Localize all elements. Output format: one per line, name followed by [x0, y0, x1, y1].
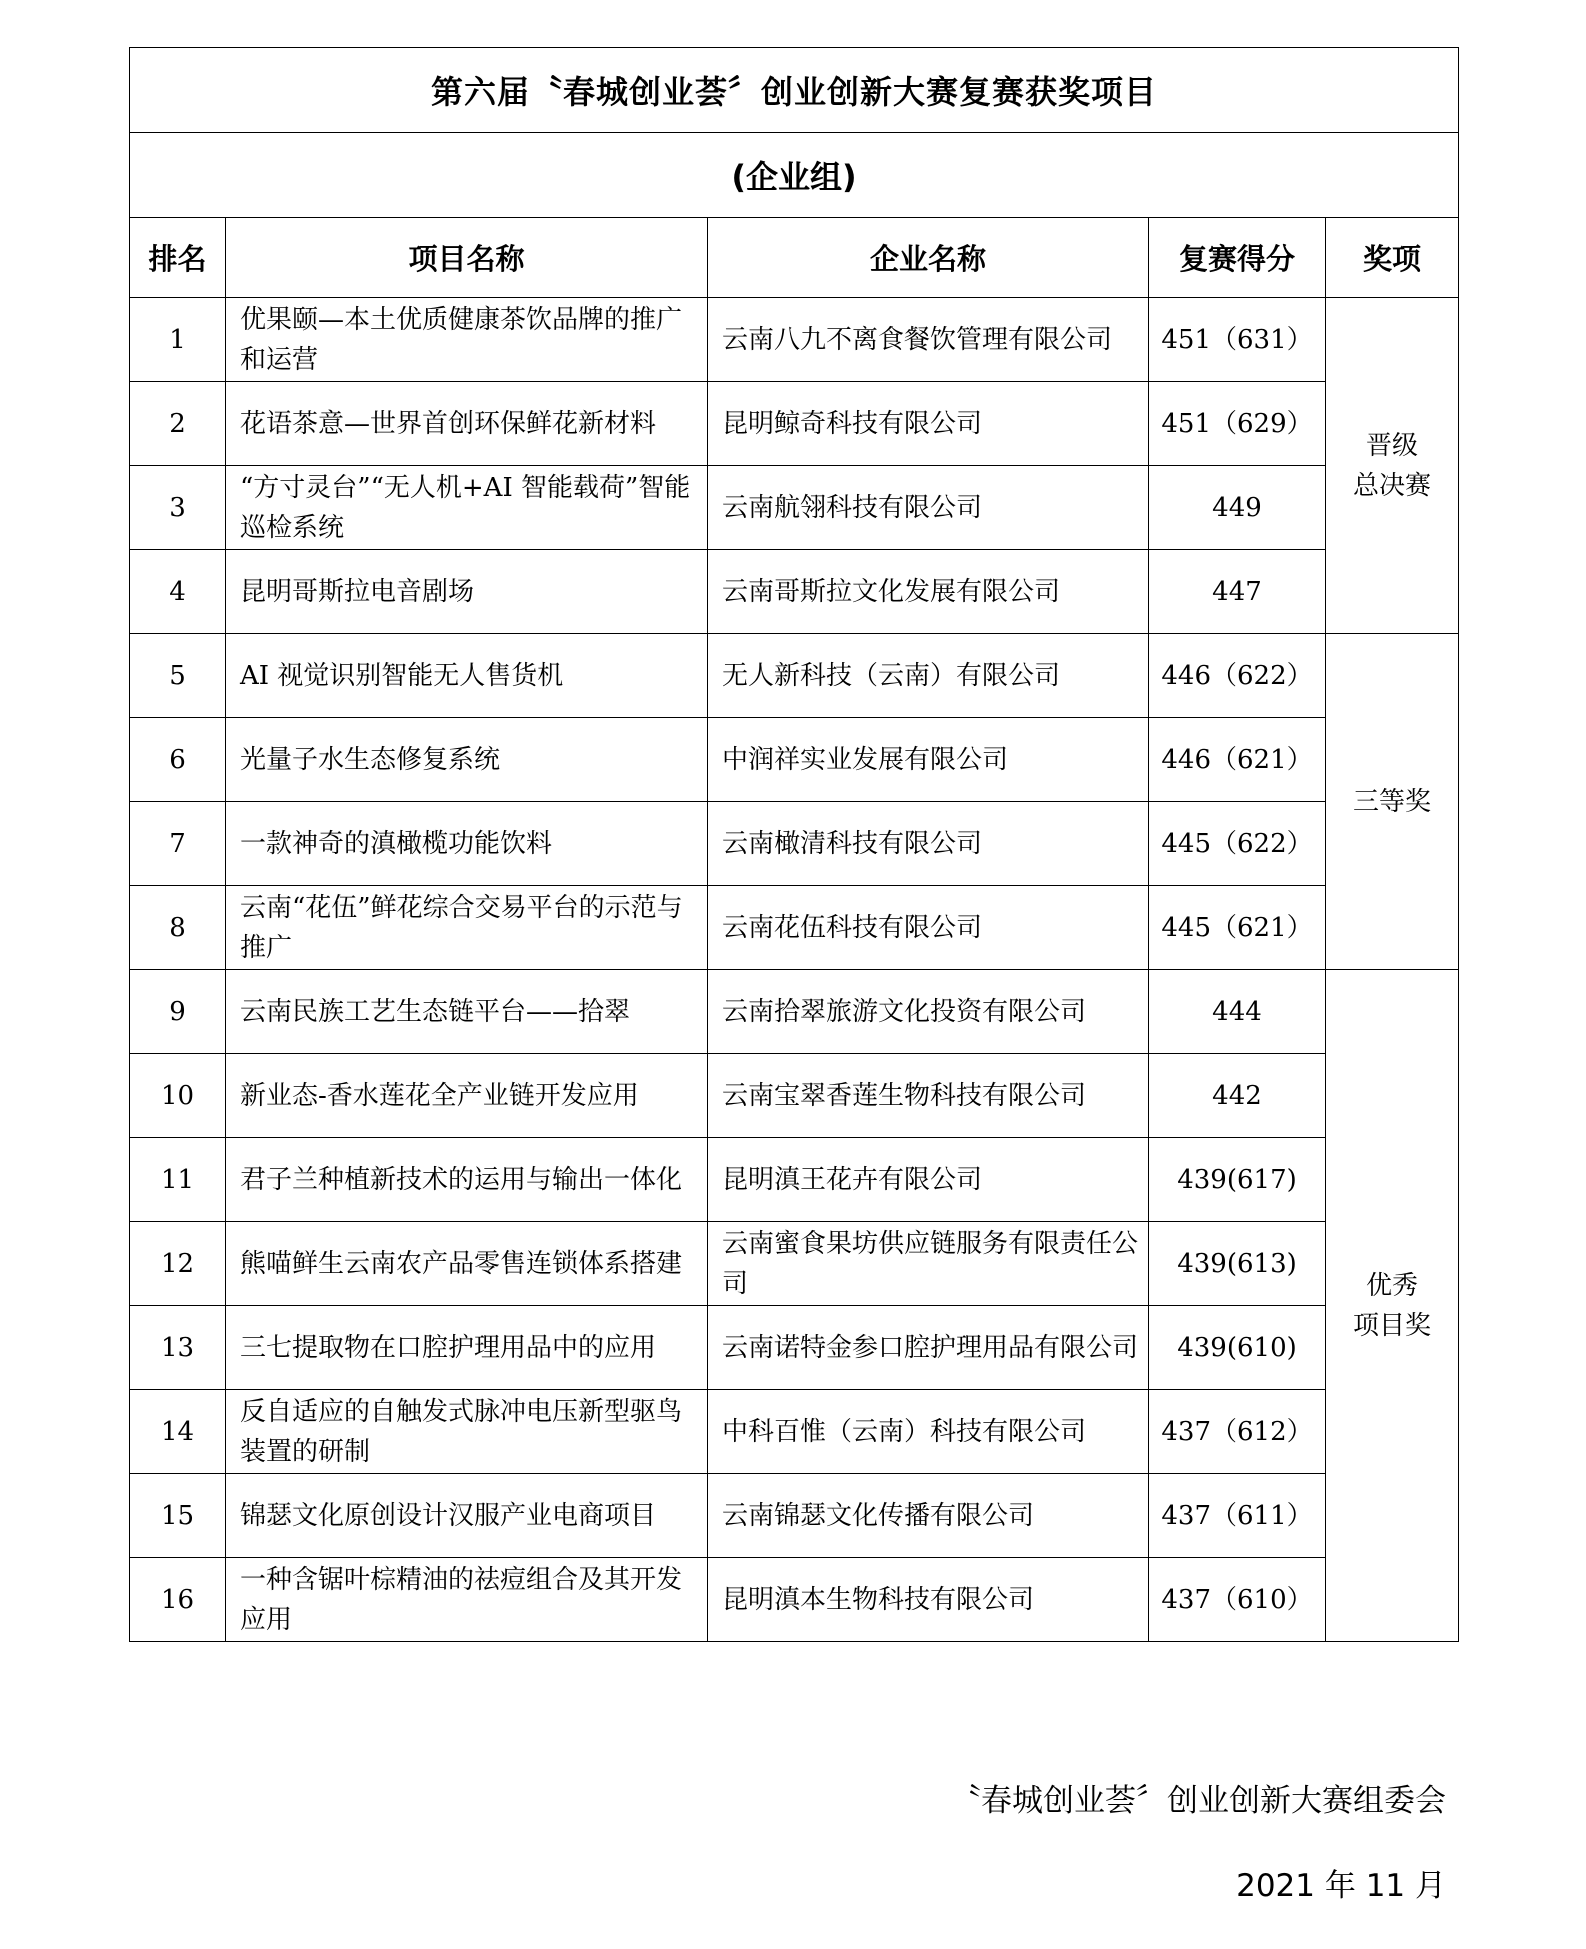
rank-cell: 3 [130, 466, 226, 550]
rank-cell: 16 [130, 1558, 226, 1642]
rank-cell: 6 [130, 718, 226, 802]
group-label: (企业组) [130, 133, 1459, 218]
document-title: 第六届〝春城创业荟〞创业创新大赛复赛获奖项目 [130, 48, 1459, 133]
project-cell: 新业态-香水莲花全产业链开发应用 [226, 1054, 708, 1138]
score-cell: 439(610) [1149, 1306, 1326, 1390]
rank-cell: 9 [130, 970, 226, 1054]
header-rank: 排名 [130, 218, 226, 298]
company-cell: 云南诺特金参口腔护理用品有限公司 [708, 1306, 1149, 1390]
award-excellent [1326, 970, 1459, 1642]
score-cell: 446（621） [1149, 718, 1326, 802]
score-cell: 445（622） [1149, 802, 1326, 886]
company-cell: 云南航翎科技有限公司 [708, 466, 1149, 550]
award-finals-line1: 晋级 [1366, 430, 1419, 461]
project-cell: AI 视觉识别智能无人售货机 [226, 634, 708, 718]
project-cell: 优果颐—本土优质健康茶饮品牌的推广和运营 [226, 298, 708, 382]
project-cell: 君子兰种植新技术的运用与输出一体化 [226, 1138, 708, 1222]
score-cell: 439(613) [1149, 1222, 1326, 1306]
score-cell: 444 [1149, 970, 1326, 1054]
table-row [130, 1306, 1459, 1390]
rank-cell: 7 [130, 802, 226, 886]
table-row [130, 1390, 1459, 1474]
table-row [130, 298, 1459, 382]
award-excellent-line1: 优秀 [1366, 1270, 1419, 1301]
table-row [130, 382, 1459, 466]
awards-table [129, 47, 1459, 1642]
table-row [130, 550, 1459, 634]
header-row [130, 218, 1459, 298]
table-row [130, 970, 1459, 1054]
company-cell: 昆明滇王花卉有限公司 [708, 1138, 1149, 1222]
organizer-signature: 〝春城创业荟〞创业创新大赛组委会 [950, 1783, 1446, 1819]
rank-cell: 4 [130, 550, 226, 634]
company-cell: 云南橄清科技有限公司 [708, 802, 1149, 886]
rank-cell: 10 [130, 1054, 226, 1138]
project-cell: 一种含锯叶棕精油的祛痘组合及其开发应用 [226, 1558, 708, 1642]
rank-cell: 2 [130, 382, 226, 466]
award-third: 三等奖 [1326, 634, 1459, 970]
score-cell: 451（629） [1149, 382, 1326, 466]
project-cell: 云南民族工艺生态链平台——拾翠 [226, 970, 708, 1054]
rank-cell: 12 [130, 1222, 226, 1306]
score-cell: 437（611） [1149, 1474, 1326, 1558]
project-cell: 锦瑟文化原创设计汉服产业电商项目 [226, 1474, 708, 1558]
rank-cell: 13 [130, 1306, 226, 1390]
rank-cell: 1 [130, 298, 226, 382]
company-cell: 中科百惟（云南）科技有限公司 [708, 1390, 1149, 1474]
score-cell: 437（612） [1149, 1390, 1326, 1474]
table-row [130, 466, 1459, 550]
company-cell: 云南宝翠香莲生物科技有限公司 [708, 1054, 1149, 1138]
company-cell: 无人新科技（云南）有限公司 [708, 634, 1149, 718]
company-cell: 云南拾翠旅游文化投资有限公司 [708, 970, 1149, 1054]
project-cell: “方寸灵台”“无人机+AI 智能载荷”智能巡检系统 [226, 466, 708, 550]
score-cell: 449 [1149, 466, 1326, 550]
table-row [130, 1054, 1459, 1138]
rank-cell: 5 [130, 634, 226, 718]
rank-cell: 8 [130, 886, 226, 970]
award-excellent-line2: 项目奖 [1353, 1310, 1432, 1341]
score-cell: 446（622） [1149, 634, 1326, 718]
project-cell: 熊喵鲜生云南农产品零售连锁体系搭建 [226, 1222, 708, 1306]
issue-date: 2021 年 11 月 [1236, 1868, 1446, 1904]
header-company: 企业名称 [708, 218, 1149, 298]
company-cell: 云南哥斯拉文化发展有限公司 [708, 550, 1149, 634]
table-row [130, 802, 1459, 886]
header-score: 复赛得分 [1149, 218, 1326, 298]
table-row [130, 1558, 1459, 1642]
score-cell: 442 [1149, 1054, 1326, 1138]
score-cell: 445（621） [1149, 886, 1326, 970]
table-row [130, 718, 1459, 802]
table-row [130, 1222, 1459, 1306]
award-finals-line2: 总决赛 [1353, 470, 1432, 501]
table-row [130, 634, 1459, 718]
rank-cell: 15 [130, 1474, 226, 1558]
score-cell: 439(617) [1149, 1138, 1326, 1222]
rank-cell: 11 [130, 1138, 226, 1222]
header-award: 奖项 [1326, 218, 1459, 298]
project-cell: 一款神奇的滇橄榄功能饮料 [226, 802, 708, 886]
score-cell: 437（610） [1149, 1558, 1326, 1642]
table-row [130, 886, 1459, 970]
award-finals [1326, 298, 1459, 634]
company-cell: 昆明鲸奇科技有限公司 [708, 382, 1149, 466]
score-cell: 451（631） [1149, 298, 1326, 382]
company-cell: 中润祥实业发展有限公司 [708, 718, 1149, 802]
project-cell: 光量子水生态修复系统 [226, 718, 708, 802]
table-row [130, 1474, 1459, 1558]
table-row [130, 1138, 1459, 1222]
company-cell: 昆明滇本生物科技有限公司 [708, 1558, 1149, 1642]
company-cell: 云南八九不离食餐饮管理有限公司 [708, 298, 1149, 382]
company-cell: 云南花伍科技有限公司 [708, 886, 1149, 970]
company-cell: 云南锦瑟文化传播有限公司 [708, 1474, 1149, 1558]
score-cell: 447 [1149, 550, 1326, 634]
header-project: 项目名称 [226, 218, 708, 298]
rank-cell: 14 [130, 1390, 226, 1474]
project-cell: 反自适应的自触发式脉冲电压新型驱鸟装置的研制 [226, 1390, 708, 1474]
project-cell: 花语茶意—世界首创环保鲜花新材料 [226, 382, 708, 466]
project-cell: 昆明哥斯拉电音剧场 [226, 550, 708, 634]
project-cell: 云南“花伍”鲜花综合交易平台的示范与推广 [226, 886, 708, 970]
company-cell: 云南蜜食果坊供应链服务有限责任公司 [708, 1222, 1149, 1306]
project-cell: 三七提取物在口腔护理用品中的应用 [226, 1306, 708, 1390]
